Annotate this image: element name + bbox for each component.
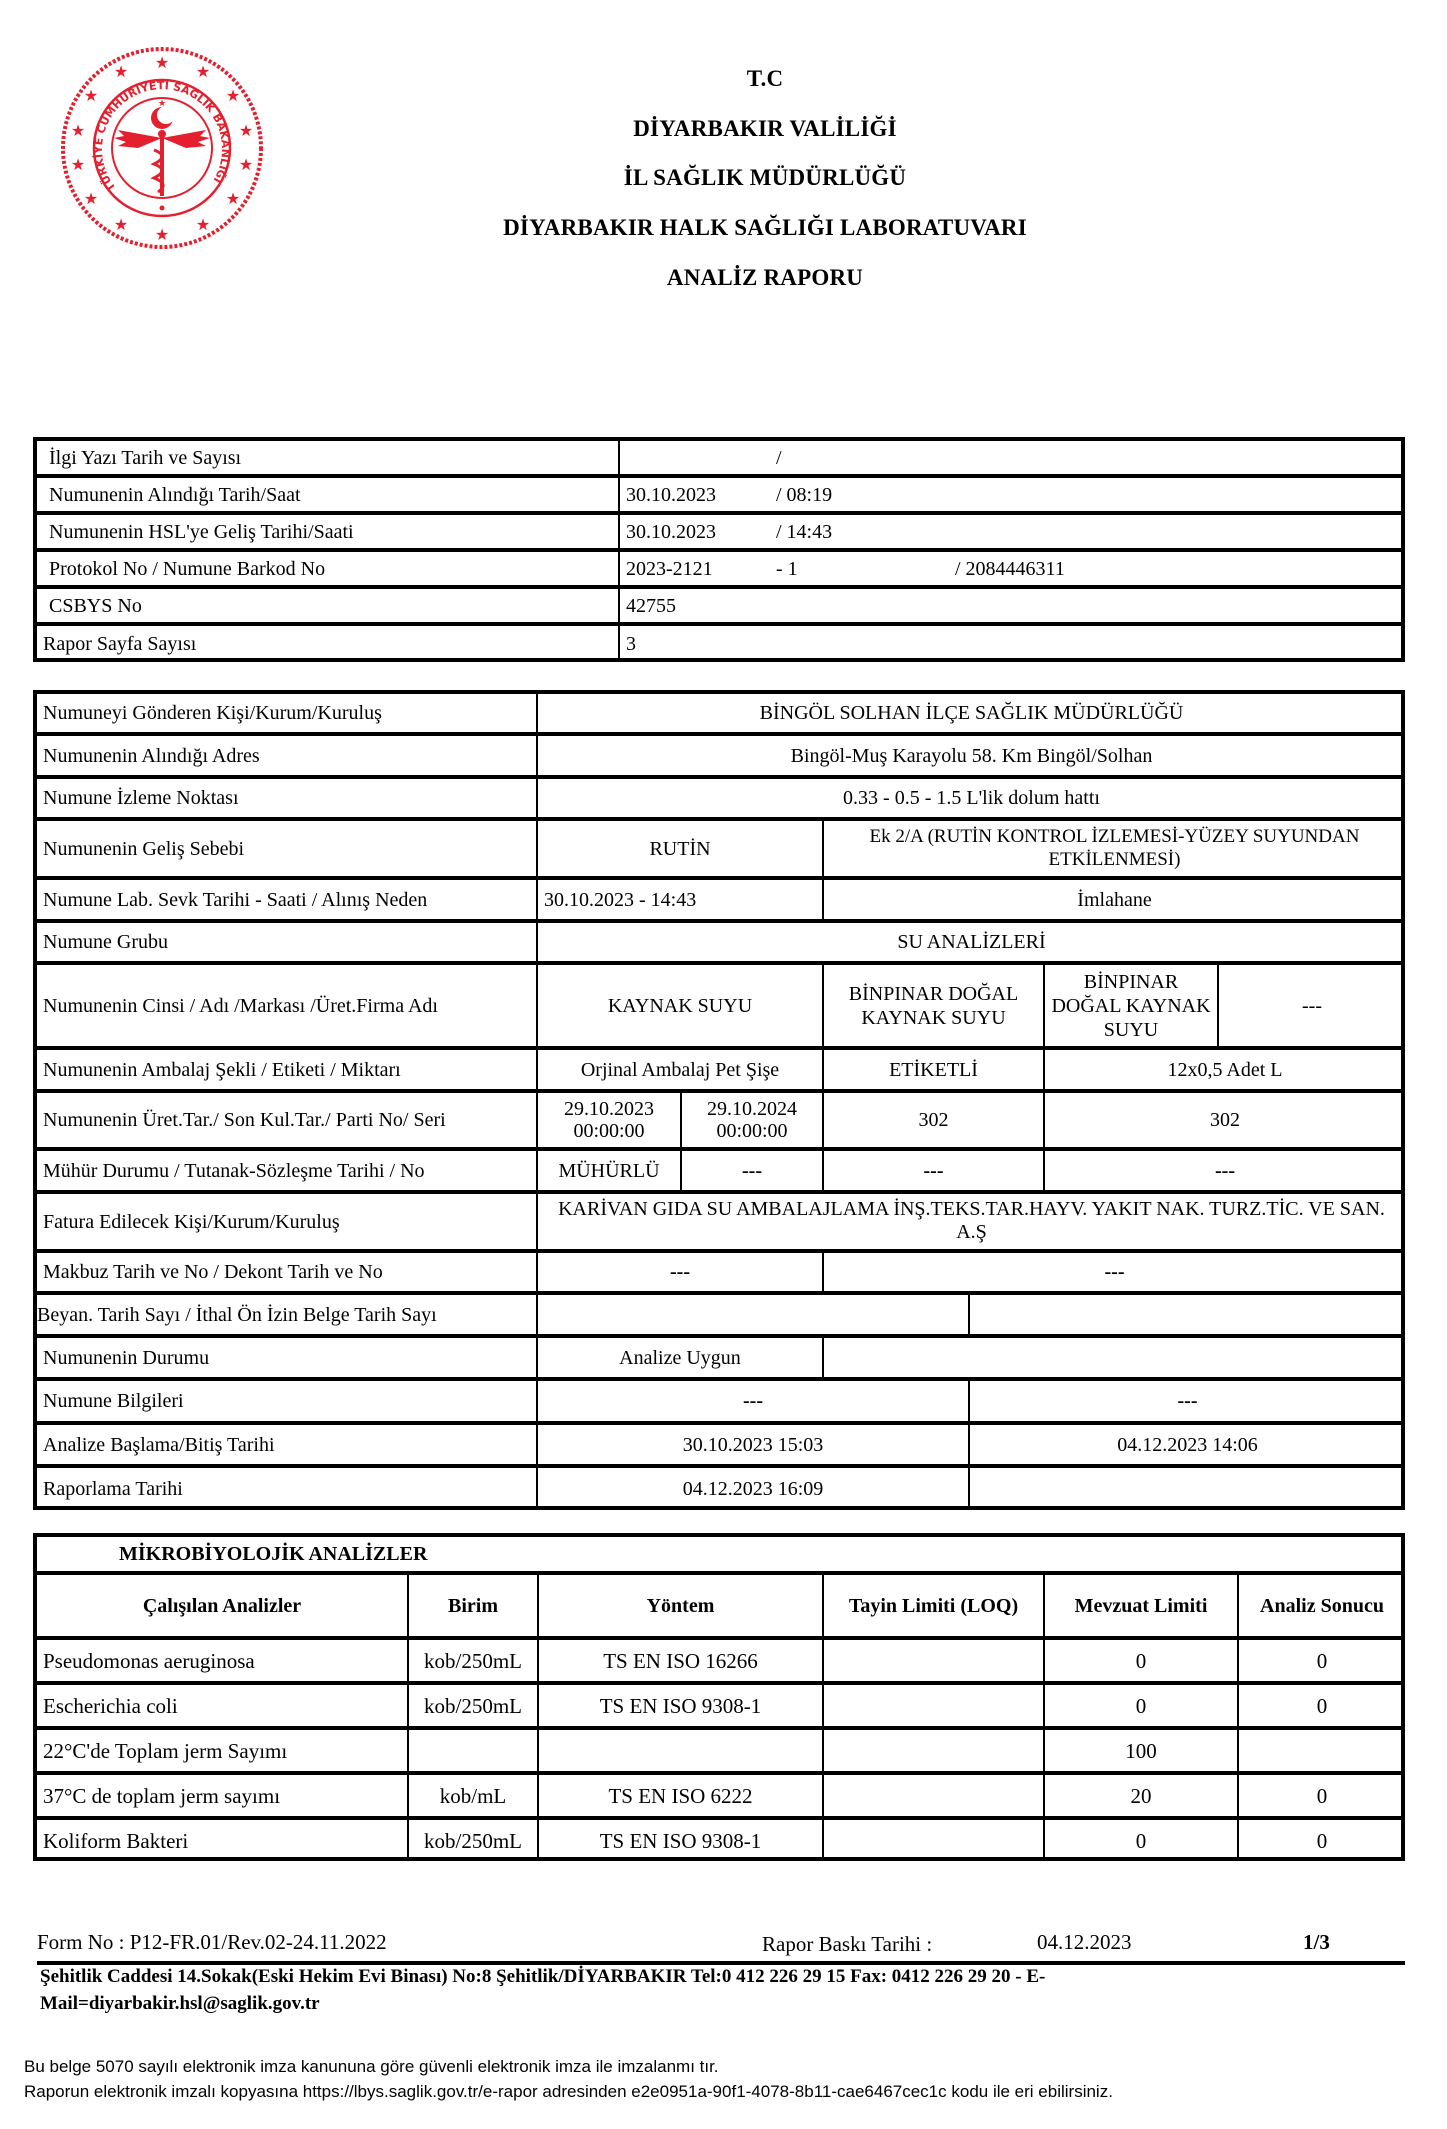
prod-value-serial: 302 [1210,1109,1240,1131]
reason-value-type: RUTİN [649,837,711,860]
sample-info-label: Numune Bilgileri [43,1390,184,1412]
info-value-protocol: 2023-2121 [626,557,713,580]
result-loq [824,1775,1043,1816]
info-value-protocol-suffix: - 1 [776,557,798,580]
svg-text:★: ★ [238,121,254,140]
pack-value-amount: 12x0,5 Adet L [1167,1058,1283,1081]
svg-text:★: ★ [154,53,170,72]
info-table [33,437,1405,662]
info-label-csbys: CSBYS No [49,594,142,617]
info-label-arrival: Numunenin HSL'ye Geliş Tarihi/Saati [49,520,354,543]
status-label: Numunenin Durumu [43,1346,210,1369]
sample-info-value-2: --- [1177,1390,1198,1412]
pack-value-shape: Orjinal Ambalaj Pet Şişe [580,1058,780,1081]
info-label-ref: İlgi Yazı Tarih ve Sayısı [49,446,242,469]
header-tc: T.C [746,66,784,91]
sample-info-value-1: --- [743,1390,763,1412]
info-value-csbys: 42755 [626,594,676,617]
result-method: TS EN ISO 9308-1 [599,1693,762,1718]
result-unit: kob/mL [439,1783,507,1808]
result-unit: kob/250mL [424,1648,522,1673]
form-number: Form No : P12-FR.01/Rev.02-24.11.2022 [37,1930,387,1954]
seal-value-status: MÜHÜRLÜ [558,1159,660,1182]
group-label: Numune Grubu [43,931,168,953]
dispatch-label: Numune Lab. Sevk Tarihi - Saati / Alınış Neden [43,888,428,911]
info-value-pages: 3 [626,633,636,655]
type-value-name: BİNPINAR DOĞAL KAYNAK SUYU [848,982,1019,1029]
info-value-barcode: / 2084446311 [955,557,1065,580]
svg-text:★: ★ [113,215,129,234]
svg-text:★: ★ [195,215,211,234]
print-date-label: Rapor Baskı Tarihi : [762,1932,933,1956]
svg-text:★: ★ [70,155,86,174]
header-laboratory: DİYARBAKIR HALK SAĞLIĞI LABORATUVARI [503,215,1027,240]
type-label: Numunenin Cinsi / Adı /Markası /Üret.Firma Adı [43,994,438,1017]
result-limit: 100 [1125,1738,1157,1763]
result-loq [824,1685,1043,1726]
page-number: 1/3 [1303,1930,1330,1954]
prod-value-expiry: 29.10.2024 00:00:00 [707,1098,797,1142]
svg-text:★: ★ [83,189,99,208]
type-value-kind: KAYNAK SUYU [607,994,753,1017]
result-loq [824,1730,1043,1771]
svg-text:TÜRKİYE CUMHURİYETİ SAĞLIK BAK: TÜRKİYE CUMHURİYETİ SAĞLIK BAKANLIĞI [91,79,233,194]
reason-value-detail: Ek 2/A (RUTİN KONTROL İZLEMESİ-YÜZEY SUYUNDAN ETKİLENMESİ) [869,825,1360,870]
seal-value-3: --- [923,1159,944,1182]
info-value-arrival-date: 30.10.2023 [626,520,716,543]
type-value-firm: --- [1302,994,1322,1017]
sender-label: Numuneyi Gönderen Kişi/Kurum/Kuruluş [43,702,382,724]
svg-text:★: ★ [225,86,241,105]
info-value-taken-time: / 08:19 [776,483,833,506]
status-value-2 [824,1338,1405,1377]
svg-text:★: ★ [113,62,129,81]
result-method [539,1730,822,1771]
address-value: Bingöl-Muş Karayolu 58. Km Bingöl/Solhan [790,744,1153,767]
svg-text:★: ★ [195,62,211,81]
page-title: ANALİZ RAPORU [666,265,864,290]
result-unit [409,1730,537,1771]
result-method: TS EN ISO 6222 [608,1783,753,1808]
info-value-taken-date: 30.10.2023 [626,483,716,506]
result-unit: kob/250mL [424,1828,522,1853]
e-signature-link[interactable]: Raporun elektronik imzalı kopyasına https://lbys.saglik.gov.tr/e-rapor adresinden e2e0951a-90f1-4078-8b11-cae6467cec1c kodu ile eri ebilirsiniz. [24,2082,1113,2101]
dekont-value: --- [1104,1261,1125,1283]
seal-value-2: --- [742,1159,762,1182]
result-method: TS EN ISO 16266 [603,1648,758,1673]
footer-email: Mail=diyarbakir.hsl@saglik.gov.tr [40,1993,320,2014]
result-unit: kob/250mL [424,1693,522,1718]
footer-address: Şehitlik Caddesi 14.Sokak(Eski Hekim Evi Binası) No:8 Şehitlik/DİYARBAKIR Tel:0 412 226 29 15 Fax: 0412 226 29 20 - E- [40,1966,1046,1987]
info-label-protocol: Protokol No / Numune Barkod No [49,557,326,580]
type-value-brand: BİNPINAR DOĞAL KAYNAK SUYU [1051,970,1211,1041]
result-analysis: Escherichia coli [43,1693,178,1718]
col-header-loq: Tayin Limiti (LOQ) [848,1594,1019,1617]
result-limit: 0 [1135,1648,1147,1673]
result-method: TS EN ISO 9308-1 [599,1828,762,1853]
dispatch-value-reason: İmlahane [1077,888,1152,911]
svg-text:★: ★ [154,225,170,244]
status-value: Analize Uygun [619,1346,741,1369]
group-value: SU ANALİZLERİ [897,931,1046,953]
info-value-ref-sep: / [776,446,782,469]
receipt-label: Makbuz Tarih ve No / Dekont Tarih ve No [43,1261,383,1283]
svg-text:★: ★ [157,99,167,109]
monitor-value: 0.33 - 0.5 - 1.5 L'lik dolum hattı [843,787,1100,809]
result-value: 0 [1316,1693,1328,1718]
ministry-logo [58,46,266,250]
result-value: 0 [1316,1648,1328,1673]
info-label-pages: Rapor Sayfa Sayısı [43,633,197,655]
result-analysis: 37°C de toplam jerm sayımı [43,1783,281,1808]
analysis-end-value: 04.12.2023 14:06 [1117,1433,1258,1456]
report-date-value: 04.12.2023 16:09 [682,1478,824,1500]
footer-divider [37,1961,1405,1965]
seal-label: Mühür Durumu / Tutanak-Sözleşme Tarihi / No [43,1159,425,1182]
dispatch-value-datetime: 30.10.2023 - 14:43 [544,888,697,911]
result-limit: 20 [1130,1783,1152,1808]
decl-value-2 [970,1295,1405,1334]
decl-label: Beyan. Tarih Sayı / İthal Ön İzin Belge Tarih Sayı [37,1303,437,1326]
sample-table [33,690,1405,1510]
prod-value-date: 29.10.2023 00:00:00 [564,1098,654,1142]
monitor-label: Numune İzleme Noktası [43,787,239,809]
col-header-unit: Birim [448,1594,498,1617]
seal-value-4: --- [1215,1159,1235,1182]
result-value: 0 [1316,1828,1328,1853]
svg-text:★: ★ [225,189,241,208]
col-header-method: Yöntem [646,1594,715,1617]
reason-label: Numunenin Geliş Sebebi [43,837,245,860]
info-label-taken: Numunenin Alındığı Tarih/Saat [49,483,301,506]
decl-value-1 [538,1295,968,1334]
svg-text:★: ★ [70,121,86,140]
result-loq [824,1820,1043,1861]
svg-text:★: ★ [238,155,254,174]
pack-value-label: ETİKETLİ [889,1058,978,1081]
svg-text:★: ★ [83,86,99,105]
col-header-analysis: Çalışılan Analizler [142,1594,302,1617]
e-signature-notice: Bu belge 5070 sayılı elektronik imza kanununa göre güvenli elektronik imza ile imzalanmı tır. [24,2057,719,2076]
prod-value-lot: 302 [918,1109,949,1131]
prod-label: Numunenin Üret.Tar./ Son Kul.Tar./ Parti No/ Seri [43,1109,446,1131]
results-title: MİKROBİYOLOJİK ANALİZLER [119,1543,428,1565]
result-limit: 0 [1135,1693,1147,1718]
invoice-value: KARİVAN GIDA SU AMBALAJLAMA İNŞ.TEKS.TAR.HAYV. YAKIT NAK. TURZ.TİC. VE SAN. A.Ş [558,1197,1385,1243]
receipt-value: --- [670,1261,690,1283]
results-table [33,1533,1405,1861]
result-value: 0 [1316,1783,1328,1808]
analysis-dates-label: Analize Başlama/Bitiş Tarihi [43,1433,275,1456]
report-date-label: Raporlama Tarihi [43,1478,183,1500]
result-loq [824,1640,1043,1681]
info-value-arrival-time: / 14:43 [776,520,833,543]
result-analysis: Pseudomonas aeruginosa [43,1648,255,1673]
header-governorship: DİYARBAKIR VALİLİĞİ [633,116,897,141]
pack-label: Numunenin Ambalaj Şekli / Etiketi / Miktarı [43,1058,401,1081]
invoice-label: Fatura Edilecek Kişi/Kurum/Kuruluş [43,1210,340,1233]
print-date: 04.12.2023 [1037,1930,1132,1954]
header-directorate: İL SAĞLIK MÜDÜRLÜĞÜ [623,165,907,190]
address-label: Numunenin Alındığı Adres [43,744,260,767]
col-header-limit: Mevzuat Limiti [1074,1594,1208,1617]
result-value [1239,1730,1405,1771]
sender-value: BİNGÖL SOLHAN İLÇE SAĞLIK MÜDÜRLÜĞÜ [759,702,1184,724]
analysis-start-value: 30.10.2023 15:03 [682,1433,824,1456]
col-header-result: Analiz Sonucu [1260,1594,1384,1617]
result-analysis: 22°C'de Toplam jerm Sayımı [43,1738,288,1763]
result-analysis: Koliform Bakteri [43,1828,189,1853]
result-limit: 0 [1135,1828,1147,1853]
ministry-seal-icon [58,46,266,250]
